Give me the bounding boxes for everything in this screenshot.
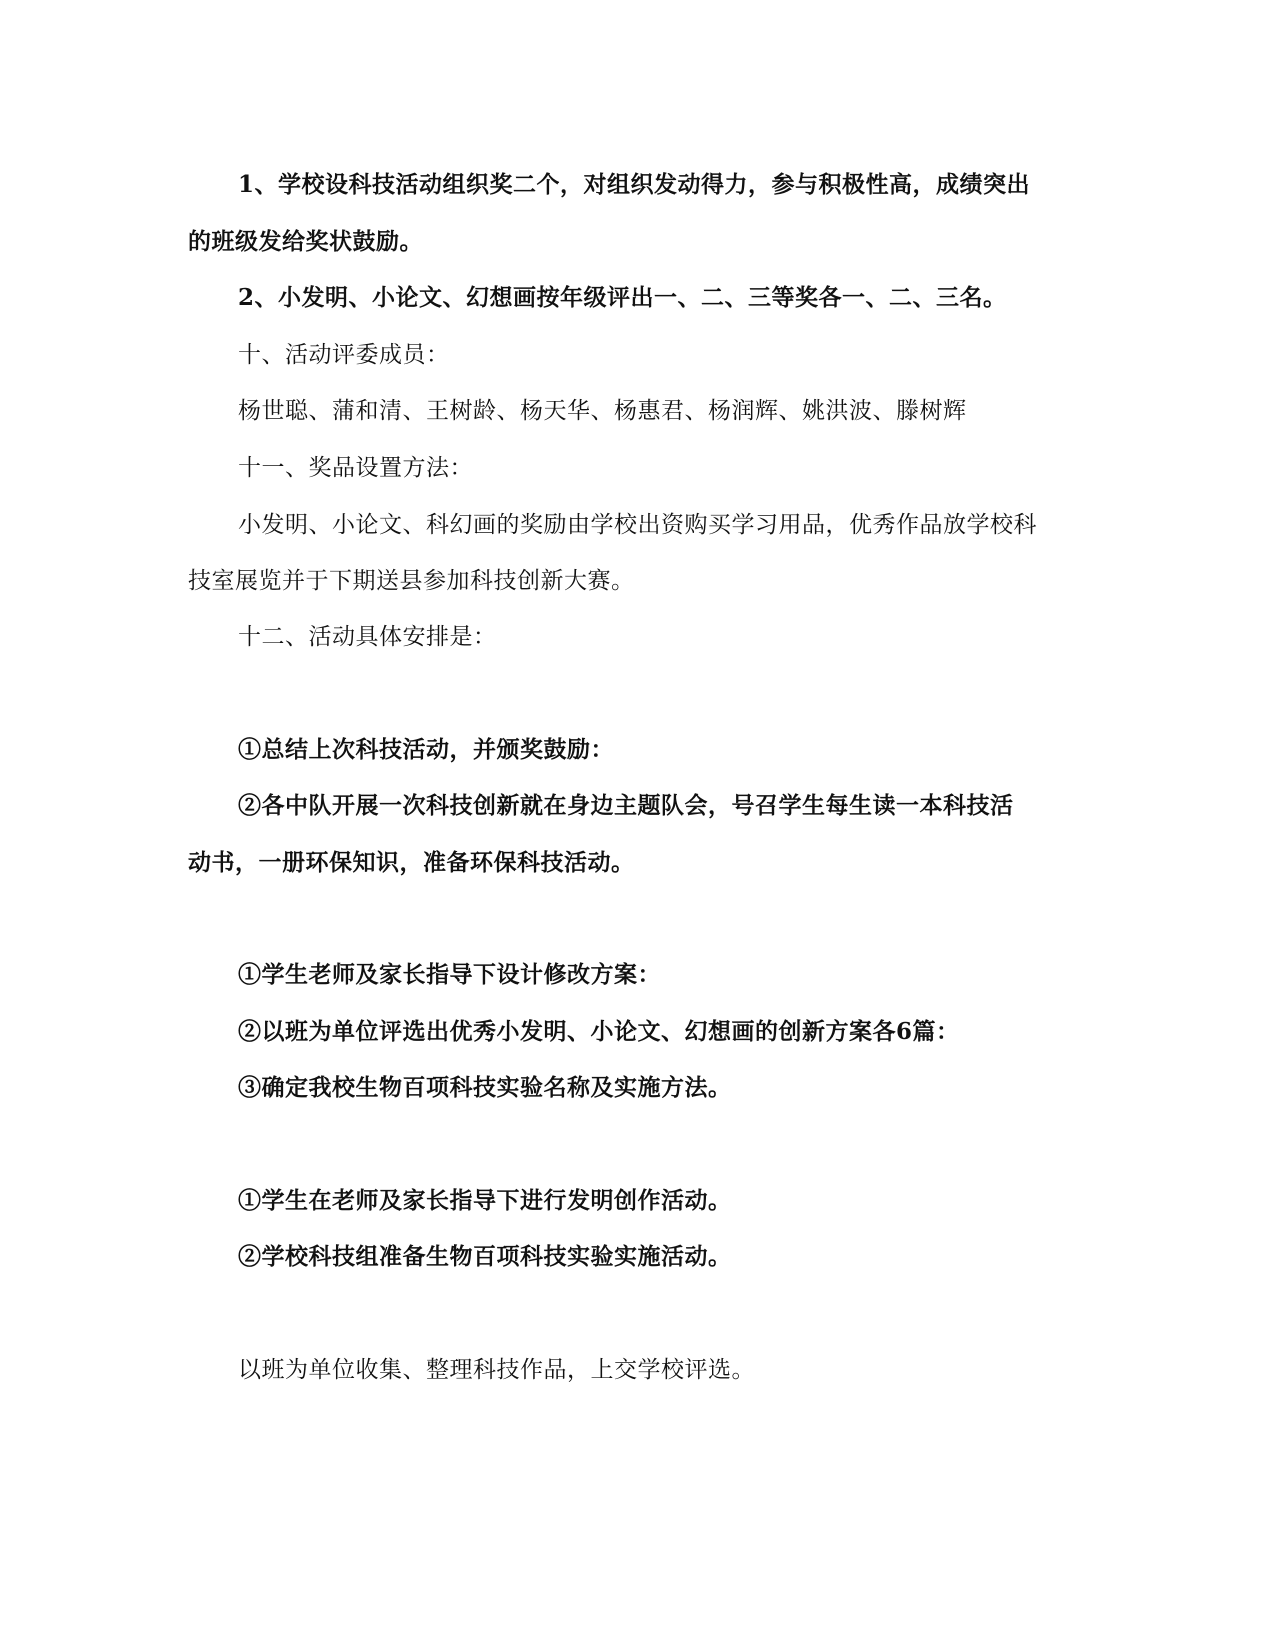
prizes-paragraph-continued: 技室展览并于下期送县参加科技创新大赛。 <box>188 568 635 594</box>
schedule-step-2-item-1: ①学生老师及家长指导下设计修改方案： <box>238 961 661 988</box>
section-heading-prizes: 十一、奖品设置方法： <box>238 455 473 481</box>
schedule-step-3-item-2: ②学校科技组准备生物百项科技实验实施活动。 <box>238 1243 732 1270</box>
prizes-paragraph: 小发明、小论文、科幻画的奖励由学校出资购买学习用品，优秀作品放学校科 <box>238 512 1037 538</box>
schedule-step-1-item-1: ①总结上次科技活动，并颁奖鼓励： <box>238 736 614 763</box>
award-item-2: 2、小发明、小论文、幻想画按年级评出一、二、三等奖各一、二、三名。 <box>238 284 1007 311</box>
award-item-1: 1、学校设科技活动组织奖二个，对组织发动得力，参与积极性高，成绩突出 <box>238 171 1031 198</box>
section-heading-judges: 十、活动评委成员： <box>238 342 450 368</box>
section-heading-schedule: 十二、活动具体安排是： <box>238 624 497 650</box>
schedule-step-2-item-2: ②以班为单位评选出优秀小发明、小论文、幻想画的创新方案各6篇： <box>238 1018 960 1045</box>
schedule-step-1-item-2-continued: 动书，一册环保知识，准备环保科技活动。 <box>188 849 635 876</box>
schedule-step-3-item-1: ①学生在老师及家长指导下进行发明创作活动。 <box>238 1187 732 1214</box>
schedule-step-2-item-3: ③确定我校生物百项科技实验名称及实施方法。 <box>238 1074 732 1101</box>
judges-list: 杨世聪、蒲和清、王树龄、杨天华、杨惠君、杨润辉、姚洪波、滕树辉 <box>238 398 967 424</box>
schedule-step-4-text: 以班为单位收集、整理科技作品，上交学校评选。 <box>238 1357 755 1383</box>
award-item-1-continued: 的班级发给奖状鼓励。 <box>188 228 423 255</box>
schedule-step-1-item-2: ②各中队开展一次科技创新就在身边主题队会，号召学生每生读一本科技活 <box>238 792 1014 819</box>
